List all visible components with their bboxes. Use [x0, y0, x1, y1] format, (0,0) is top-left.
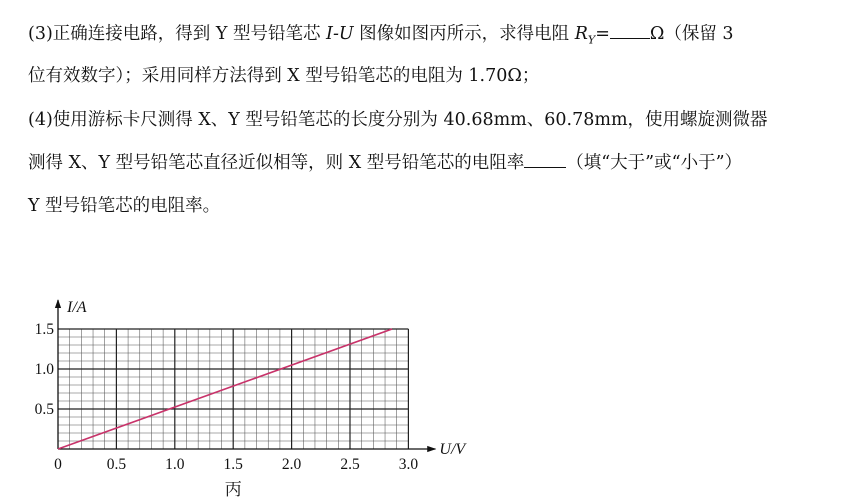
series-layer	[58, 329, 392, 449]
y-tick-label: 1.0	[34, 361, 54, 378]
q3-r-symbol: R	[574, 24, 588, 44]
x-tick-label: 0.5	[106, 456, 127, 473]
q4-text-a: 测得 X、Y 型号铅笔芯直径近似相等，则 X 型号铅笔芯的电阻率	[28, 153, 525, 173]
x-tick-label: 0	[54, 456, 62, 473]
grid-major-lines	[58, 329, 408, 449]
figure-caption: 丙	[224, 480, 242, 499]
question-4-line-2	[28, 151, 742, 175]
question-4-line-3: Y 型号铅笔芯的电阻率。	[28, 196, 221, 216]
q3-text-b: 图像如图丙所示，求得电阻	[353, 24, 575, 44]
q3-r-subscript: Y	[587, 33, 596, 47]
question-3-line-2: 位有效数字）；采用同样方法得到 X 型号铅笔芯的电阻为 1.70Ω；	[28, 66, 540, 86]
x-tick-label: 2.0	[281, 456, 302, 473]
question-4-line-1: (4)使用游标卡尺测得 X、Y 型号铅笔芯的长度分别为 40.68mm、60.78mm，使用螺旋测微器	[28, 110, 768, 130]
question-3-line-1	[28, 22, 734, 53]
q3-iu-label: I-U	[326, 24, 354, 44]
x-tick-label: 1.5	[223, 456, 243, 473]
q3-equals: =	[595, 24, 610, 44]
x-axis-label: U/V	[439, 441, 466, 458]
q3-text-a: (3)正确连接电路，得到 Y 型号铅笔芯	[28, 24, 327, 44]
answer-blank-ry[interactable]	[610, 23, 650, 39]
y-tick-label: 1.5	[34, 321, 54, 338]
y-axis-label: I/A	[67, 299, 87, 316]
q4-text-b: （填“大于”或“小于”）	[566, 153, 743, 173]
q3-text-c: Ω（保留 3	[649, 24, 734, 44]
answer-blank-resistivity[interactable]	[524, 152, 566, 168]
tick-labels	[35, 321, 419, 473]
x-tick-label: 3.0	[398, 456, 419, 473]
x-tick-label: 2.5	[340, 456, 360, 473]
iu-graph	[0, 228, 500, 502]
y-tick-label: 0.5	[34, 401, 54, 418]
x-tick-label: 1.0	[165, 456, 185, 473]
series-line	[58, 329, 392, 449]
